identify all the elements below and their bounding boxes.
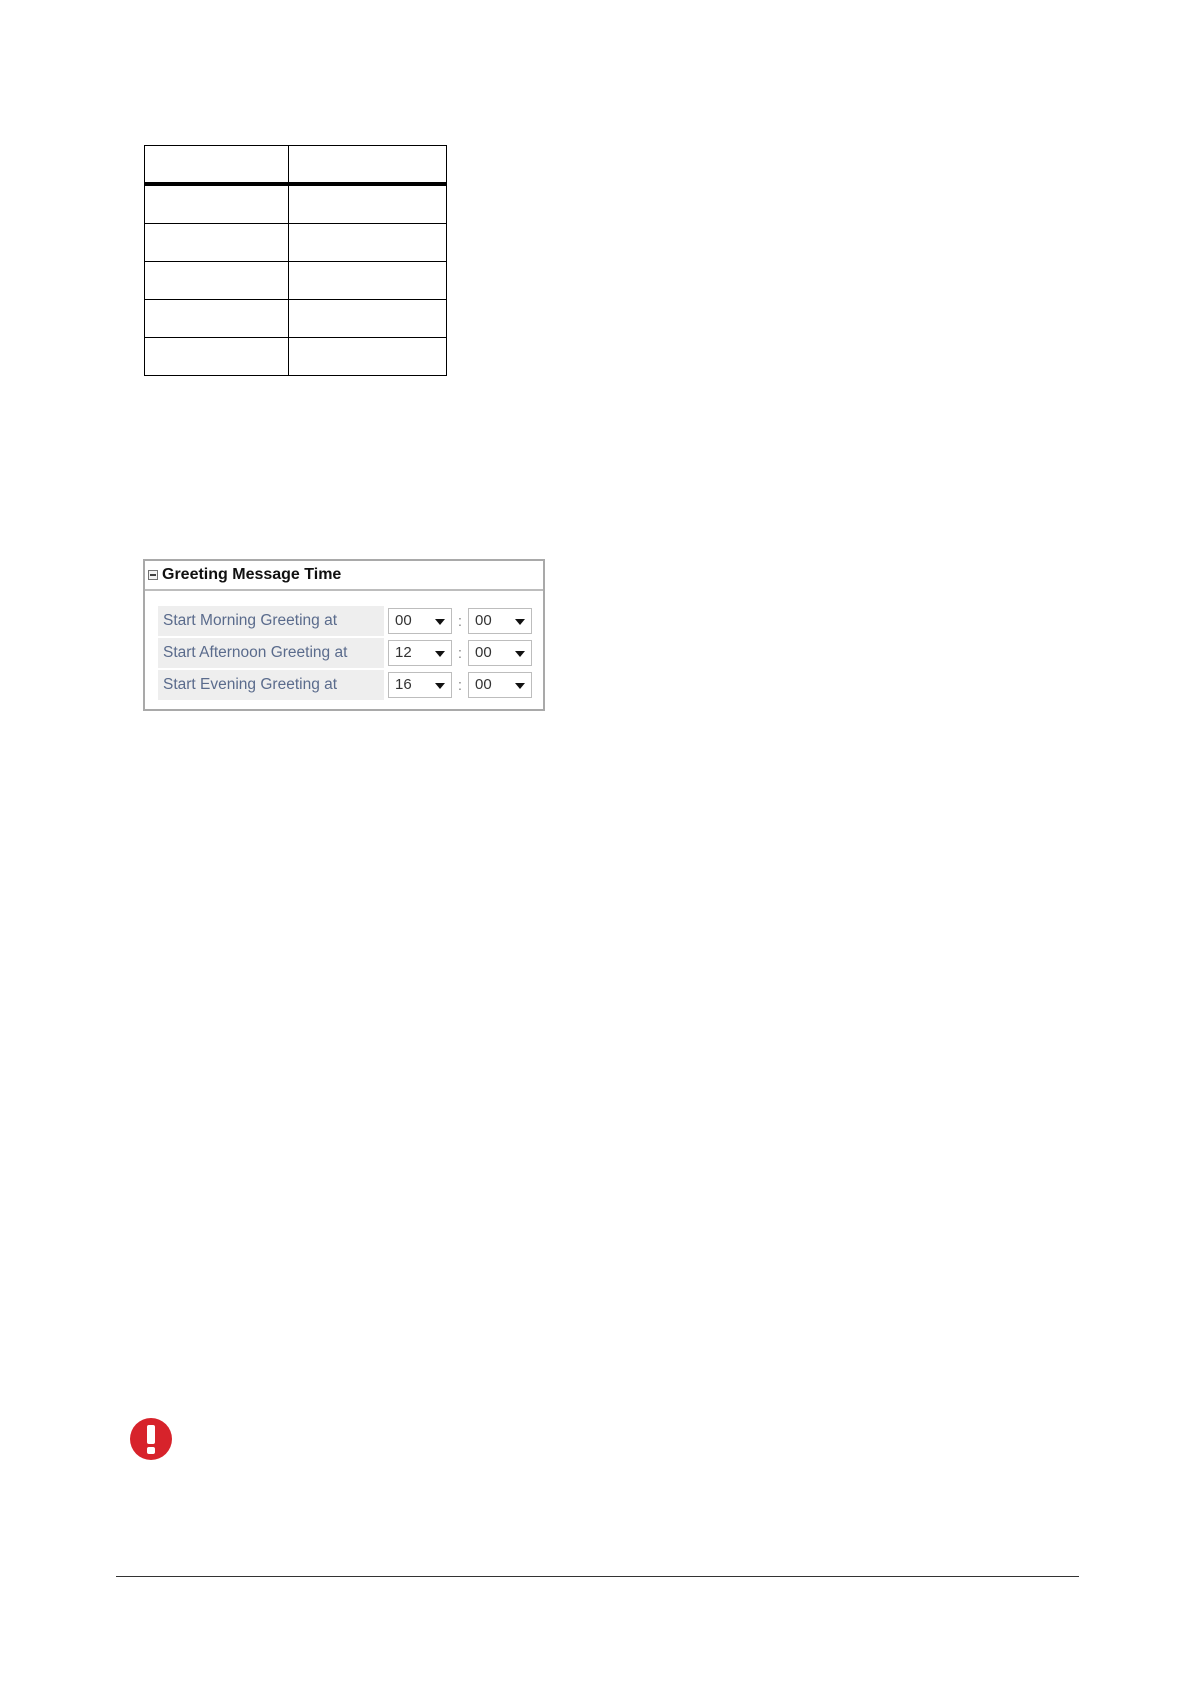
afternoon-minute-select[interactable] xyxy=(468,640,532,666)
evening-hour-select[interactable] xyxy=(388,672,452,698)
table-cell xyxy=(145,184,289,224)
dropdown-arrow-icon[interactable] xyxy=(515,683,525,689)
table-cell xyxy=(289,224,447,262)
morning-greeting-label: Start Morning Greeting at xyxy=(158,606,384,636)
afternoon-greeting-label: Start Afternoon Greeting at xyxy=(158,638,384,668)
afternoon-greeting-row xyxy=(158,637,532,669)
panel-header xyxy=(145,561,543,591)
table-cell xyxy=(289,262,447,300)
afternoon-hour-select[interactable] xyxy=(388,640,452,666)
morning-greeting-row xyxy=(158,605,532,637)
evening-hour-value: 16 xyxy=(395,676,412,693)
exclamation-circle-icon xyxy=(129,1417,173,1461)
table-cell xyxy=(145,224,289,262)
evening-minute-select[interactable] xyxy=(468,672,532,698)
table-cell xyxy=(145,300,289,338)
dropdown-arrow-icon[interactable] xyxy=(435,619,445,625)
table-cell xyxy=(289,146,447,185)
morning-hour-value: 00 xyxy=(395,612,412,629)
afternoon-hour-value: 12 xyxy=(395,644,412,661)
dropdown-arrow-icon[interactable] xyxy=(515,651,525,657)
afternoon-minute-value: 00 xyxy=(475,644,492,661)
time-separator: : xyxy=(457,612,463,630)
table-cell xyxy=(289,300,447,338)
table-row xyxy=(145,224,447,262)
morning-minute-value: 00 xyxy=(475,612,492,629)
dropdown-arrow-icon[interactable] xyxy=(435,683,445,689)
collapse-icon[interactable] xyxy=(148,570,158,580)
footer-divider xyxy=(116,1576,1079,1577)
greeting-rows xyxy=(158,605,532,701)
greeting-message-time-panel xyxy=(143,559,545,711)
table-cell xyxy=(145,262,289,300)
morning-hour-select[interactable] xyxy=(388,608,452,634)
table-row xyxy=(145,300,447,338)
table-header-row xyxy=(145,146,447,185)
evening-minute-value: 00 xyxy=(475,676,492,693)
table-cell xyxy=(289,338,447,376)
evening-greeting-row xyxy=(158,669,532,701)
dropdown-arrow-icon[interactable] xyxy=(515,619,525,625)
time-separator: : xyxy=(457,644,463,662)
evening-greeting-label: Start Evening Greeting at xyxy=(158,670,384,700)
dropdown-arrow-icon[interactable] xyxy=(435,651,445,657)
table-row xyxy=(145,262,447,300)
table-row xyxy=(145,338,447,376)
table-cell xyxy=(145,338,289,376)
time-separator: : xyxy=(457,676,463,694)
table-cell xyxy=(289,184,447,224)
table-cell xyxy=(145,146,289,185)
empty-table xyxy=(144,145,447,376)
morning-minute-select[interactable] xyxy=(468,608,532,634)
table-row xyxy=(145,184,447,224)
panel-title: Greeting Message Time xyxy=(162,566,342,583)
